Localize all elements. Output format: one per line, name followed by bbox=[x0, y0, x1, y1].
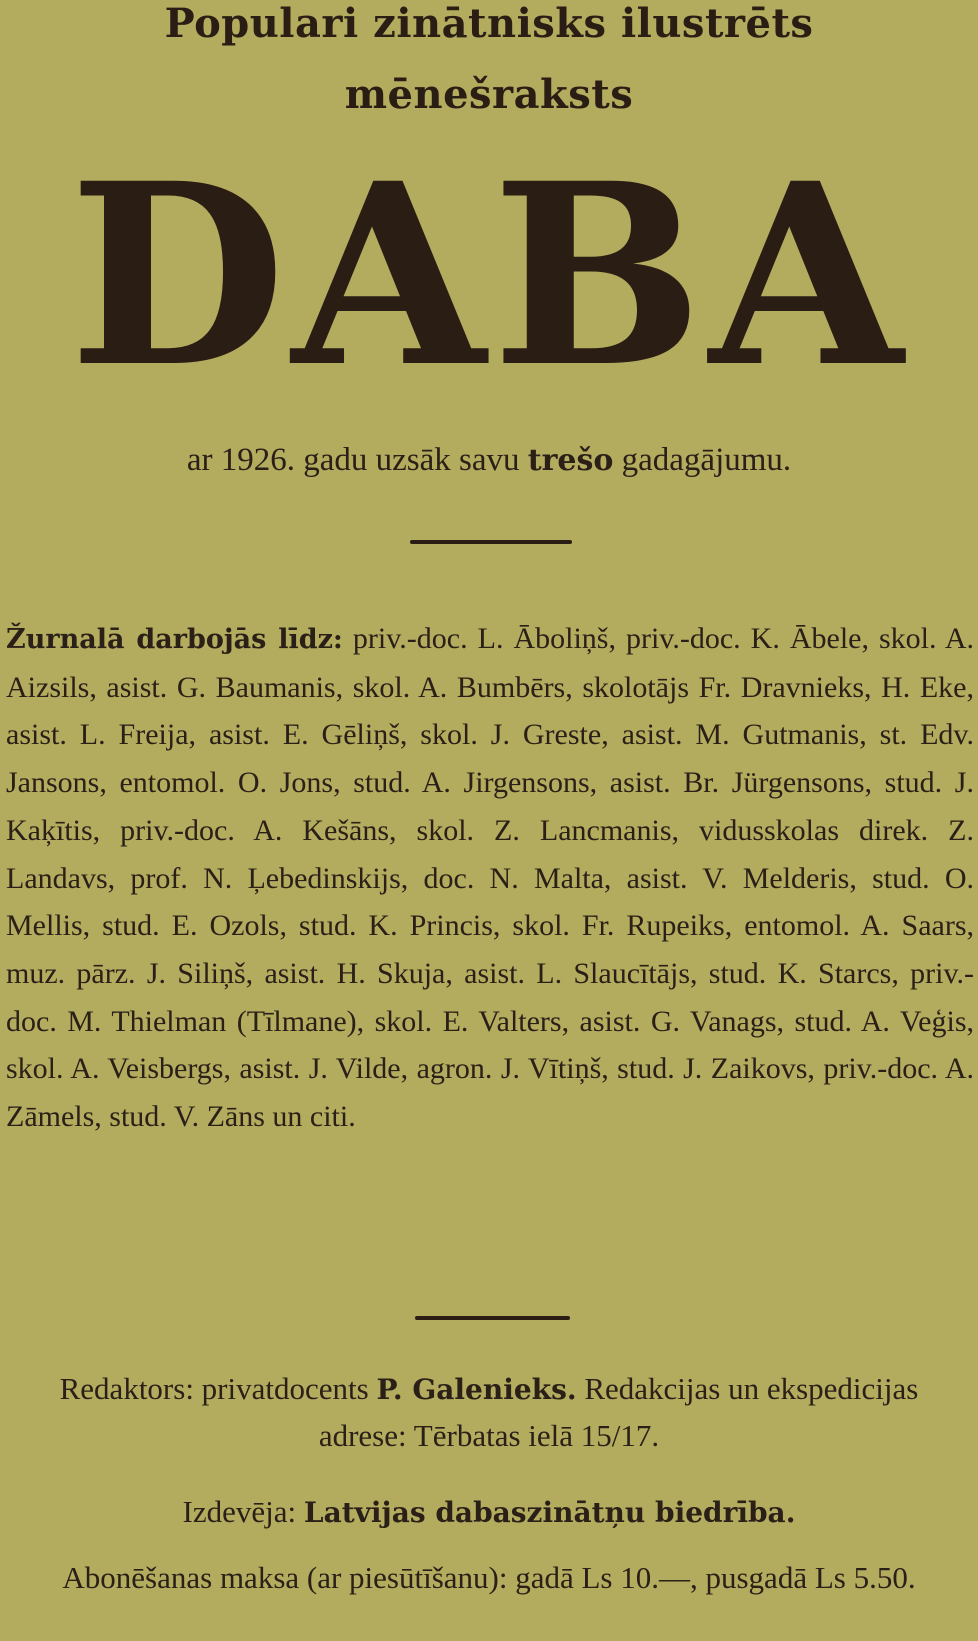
tagline-bold: trešo bbox=[527, 443, 614, 478]
publisher-pre: Izdevēja: bbox=[182, 1494, 297, 1529]
publisher-name: Latvijas dabaszinātņu biedrība. bbox=[303, 1496, 796, 1529]
editor-name: P. Galenieks. bbox=[376, 1373, 577, 1406]
tagline bbox=[0, 440, 978, 481]
magazine-title: DABA bbox=[68, 128, 910, 422]
divider-rule bbox=[410, 540, 572, 544]
publisher-line bbox=[0, 1489, 978, 1536]
editor-paragraph bbox=[0, 1366, 978, 1459]
editor-pre: Redaktors: privatdocents bbox=[59, 1371, 369, 1406]
divider-rule bbox=[415, 1316, 570, 1320]
subscription-line: Abonēšanas maksa (ar piesūtīšanu): gadā Ls 10.—, pusgadā Ls 5.50. bbox=[62, 1560, 916, 1595]
tagline-post: gadagājumu. bbox=[621, 442, 792, 478]
subtitle-line-1: Populari zinātnisks ilustrēts bbox=[164, 0, 814, 47]
tagline-pre: ar 1926. gadu uzsāk savu bbox=[186, 442, 520, 478]
contributors-label: Žurnalā darbojās līdz: bbox=[6, 624, 343, 655]
contributors-list: priv.-doc. L. Āboliņš, priv.-doc. K. Ābele, skol. A. Aizsils, asist. G. Baumanis, skol. A. Bumbērs, skolotājs Fr. Dravnieks, H. Eke, asist. L. Freija, asist. E. Gēliņš, skol. J. Greste, asist. M. Gutmanis, st. Edv. Jansons, entomol. O. Jons, stud. A. Jirgensons, asist. Br. Jürgensons, stud. J. Kaķītis, priv.-doc. A. Kešāns, skol. Z. Lancmanis, vidusskolas direk. Z. Landavs, prof. N. Ļebedinskijs, doc. N. Malta, asist. V. Melderis, stud. O. Mellis, stud. E. Ozols, stud. K. Princis, skol. Fr. Rupeiks, entomol. A. Saars, muz. pārz. J. Siliņš, asist. H. Skuja, asist. L. Slaucītājs, stud. K. Starcs, priv.-doc. M. Thielman (Tīlmane), skol. E. Valters, asist. G. Vanags, stud. A. Veģis, skol. A. Veisbergs, asist. J. Vilde, agron. J. Vītiņš, stud. J. Zaikovs, priv.-doc. A. Zāmels, stud. V. Zāns un citi. bbox=[6, 622, 975, 1134]
contributors-paragraph bbox=[6, 615, 974, 1141]
editor-post: Redakcijas un ekspedicijas adrese: Tērbatas ielā 15/17. bbox=[318, 1371, 919, 1453]
subtitle-line-2: mēnešraksts bbox=[344, 71, 634, 118]
